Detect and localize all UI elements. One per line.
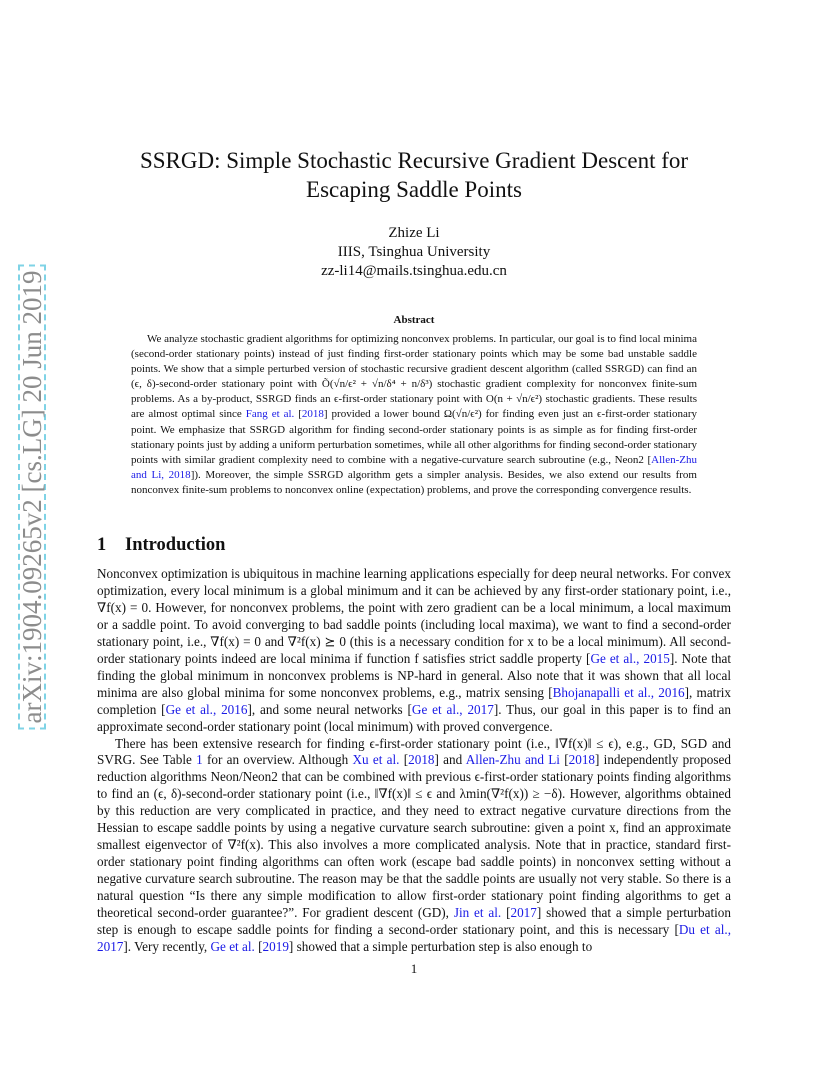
section-number: 1 — [97, 535, 107, 555]
citation-link[interactable]: Jin et al. — [453, 905, 502, 921]
author-block — [98, 224, 730, 281]
citation-link[interactable]: 2018 — [568, 752, 595, 768]
paragraph-text: ]. Thus, our goal in this paper is to find an approximate second-order stationary point (local minimum) with proved convergence. — [97, 701, 731, 734]
abstract-body — [131, 332, 697, 498]
paragraph-text: Nonconvex optimization is ubiquitous in machine learning applications especially for deep neural networks. For convex optimization, every local minimum is a global minimum and it can be achieved by any first-order stationary point, i.e., ∇f(x) = 0. However, for nonconvex problems, the point with zero gradient can be a local minimum, a local maximum or a saddle point. To avoid converging to bad saddle points (including local maxima), we want to find a second-order stationary point, i.e., ∇f(x) = 0 and ∇²f(x) ⪰ 0 (this is a necessary condition for x to be a local minimum). All second-order stationary points indeed are local minima if function f satisfies strict saddle property [ — [97, 566, 731, 666]
paragraph-text: ]. Note that finding the global minimum in nonconvex problems is NP-hard in general. Also note that it was shown that all local minima are also global minima for some nonconvex problems, e.g., matrix sensing [ — [97, 650, 731, 700]
arxiv-sidebar-stamp — [17, 262, 47, 732]
citation-link[interactable]: Allen-Zhu and Li, 2018 — [131, 453, 697, 481]
citation-link[interactable]: Xu et al. — [352, 752, 400, 768]
paragraph-text: There has been extensive research for finding ϵ-first-order stationary point (i.e., ‖∇f(x)‖ ≤ ϵ), e.g., GD, SGD and SVRG. See Table — [97, 735, 731, 768]
citation-link[interactable]: Ge et al., 2016 — [165, 701, 248, 717]
citation-link[interactable]: Ge et al., 2015 — [590, 650, 670, 666]
citation-link[interactable]: Ge et al. — [210, 938, 255, 954]
author-name: Zhize Li — [388, 225, 440, 241]
citation-link[interactable]: Du et al., 2017 — [97, 922, 732, 954]
citation-link[interactable]: 2018 — [301, 408, 324, 421]
paragraph-text: ] independently proposed reduction algorithms Neon/Neon2 that can be combined with previous ϵ-first-order stationary points finding algorithms to find an (ϵ, δ)-second-order stationary point (i.e., ‖∇f(x)‖ ≤ ϵ and λmin(∇²f(x)) ≥ −δ). However, algorithms obtained by this reduction are very complicated in practice, and they need to extract negative curvature directions from the Hessian to escape saddle points by using a negative curvature search subroutine: given a point x, find an approximate smallest eigenvector of ∇²f(x). This also involves a more complicated analysis. Note that in practice, standard first-order stationary point finding algorithms can often work (escape bad saddle points) in nonconvex setting without a negative curvature search subroutine. The reason may be that the saddle points are usually not very stable. So there is a natural question “Is there any simple modification to allow first-order stationary point finding algorithms to get a theoretical second-order guarantee?”. For gradient descent (GD), — [97, 752, 731, 921]
citation-link[interactable]: Fang et al. — [245, 408, 295, 421]
paper-title — [98, 146, 730, 204]
paragraph-text: ] showed that a simple perturbation step is enough to escape saddle points for finding a second-order stationary point, and this is necessary [ — [97, 905, 731, 938]
author-email[interactable]: zz-li14@mails.tsinghua.edu.cn — [321, 263, 507, 279]
abstract-text: [ — [298, 408, 302, 421]
paragraph-text: [ — [559, 752, 569, 768]
paragraph-text: [ — [399, 752, 409, 768]
paragraph — [97, 736, 731, 956]
page-number: 1 — [410, 961, 418, 976]
abstract-paragraph — [131, 332, 697, 498]
citation-link[interactable]: 2017 — [510, 905, 537, 921]
intro-body — [97, 566, 731, 956]
citation-link[interactable]: Allen-Zhu and Li — [465, 752, 560, 768]
abstract-text: We analyze stochastic gradient algorithms for optimizing nonconvex problems. In particular, our goal is to find local minima (second-order stationary points) instead of just finding first-order stationary points which may be some bad unstable saddle points. We show that a simple perturbed version of stochastic recursive gradient descent algorithm (called SSRGD) can find an (ϵ, δ)-second-order stationary point with Õ(√n/ϵ² + √n/δ⁴ + n/δ³) stochastic gradient complexity for nonconvex finite-sum problems. As a by-product, SSRGD finds an ϵ-first-order stationary point with O(n + √n/ϵ²) stochastic gradients. These results are almost optimal since — [131, 333, 697, 421]
paragraph-text: ] showed that a simple perturbation step is also enough to — [288, 938, 593, 954]
paragraph-text: ] and — [434, 752, 466, 768]
abstract-text: ]). Moreover, the simple SSRGD algorithm gets a simpler analysis. Besides, we also extend our results from nonconvex finite-sum problems to nonconvex online (expectation) problems, and prove the corresponding convergence results. — [131, 468, 697, 496]
section-title: Introduction — [125, 535, 226, 555]
title-line-1: SSRGD: Simple Stochastic Recursive Gradient Descent for — [139, 148, 689, 173]
title-line-2: Escaping Saddle Points — [306, 177, 522, 202]
paragraph — [97, 566, 731, 736]
table-ref-link[interactable]: 1 — [196, 752, 203, 768]
citation-link[interactable]: 2018 — [408, 752, 435, 768]
citation-link[interactable]: Bhojanapalli et al., 2016 — [552, 684, 685, 700]
paragraph-text: ], and some neural networks [ — [247, 701, 412, 717]
abstract-heading: Abstract — [393, 314, 435, 326]
citation-link[interactable]: Ge et al., 2017 — [411, 701, 494, 717]
paragraph-text: for an overview. Although — [202, 752, 353, 768]
arxiv-id-label: arXiv:1904.09265v2 [cs.LG] 20 Jun 2019 — [18, 265, 46, 730]
paragraph-text: ]. Very recently, — [123, 938, 211, 954]
author-affiliation: IIIS, Tsinghua University — [337, 244, 491, 260]
citation-link[interactable]: 2019 — [262, 938, 289, 954]
paragraph-text: ], matrix completion [ — [97, 684, 731, 717]
section-heading — [97, 535, 225, 556]
paragraph-text: [ — [501, 905, 511, 921]
abstract-text: ] provided a lower bound Ω(√n/ϵ²) for finding even just an ϵ-first-order stationary point. We emphasize that SSRGD algorithm for finding second-order stationary points is as simple as for finding first-order stationary points just by adding a uniform perturbation sometimes, while all other algorithms for finding second-order stationary points with similar gradient complexity need to combine with a negative-curvature search subroutine (e.g., Neon2 [ — [131, 408, 698, 466]
paragraph-text: [ — [254, 938, 263, 954]
